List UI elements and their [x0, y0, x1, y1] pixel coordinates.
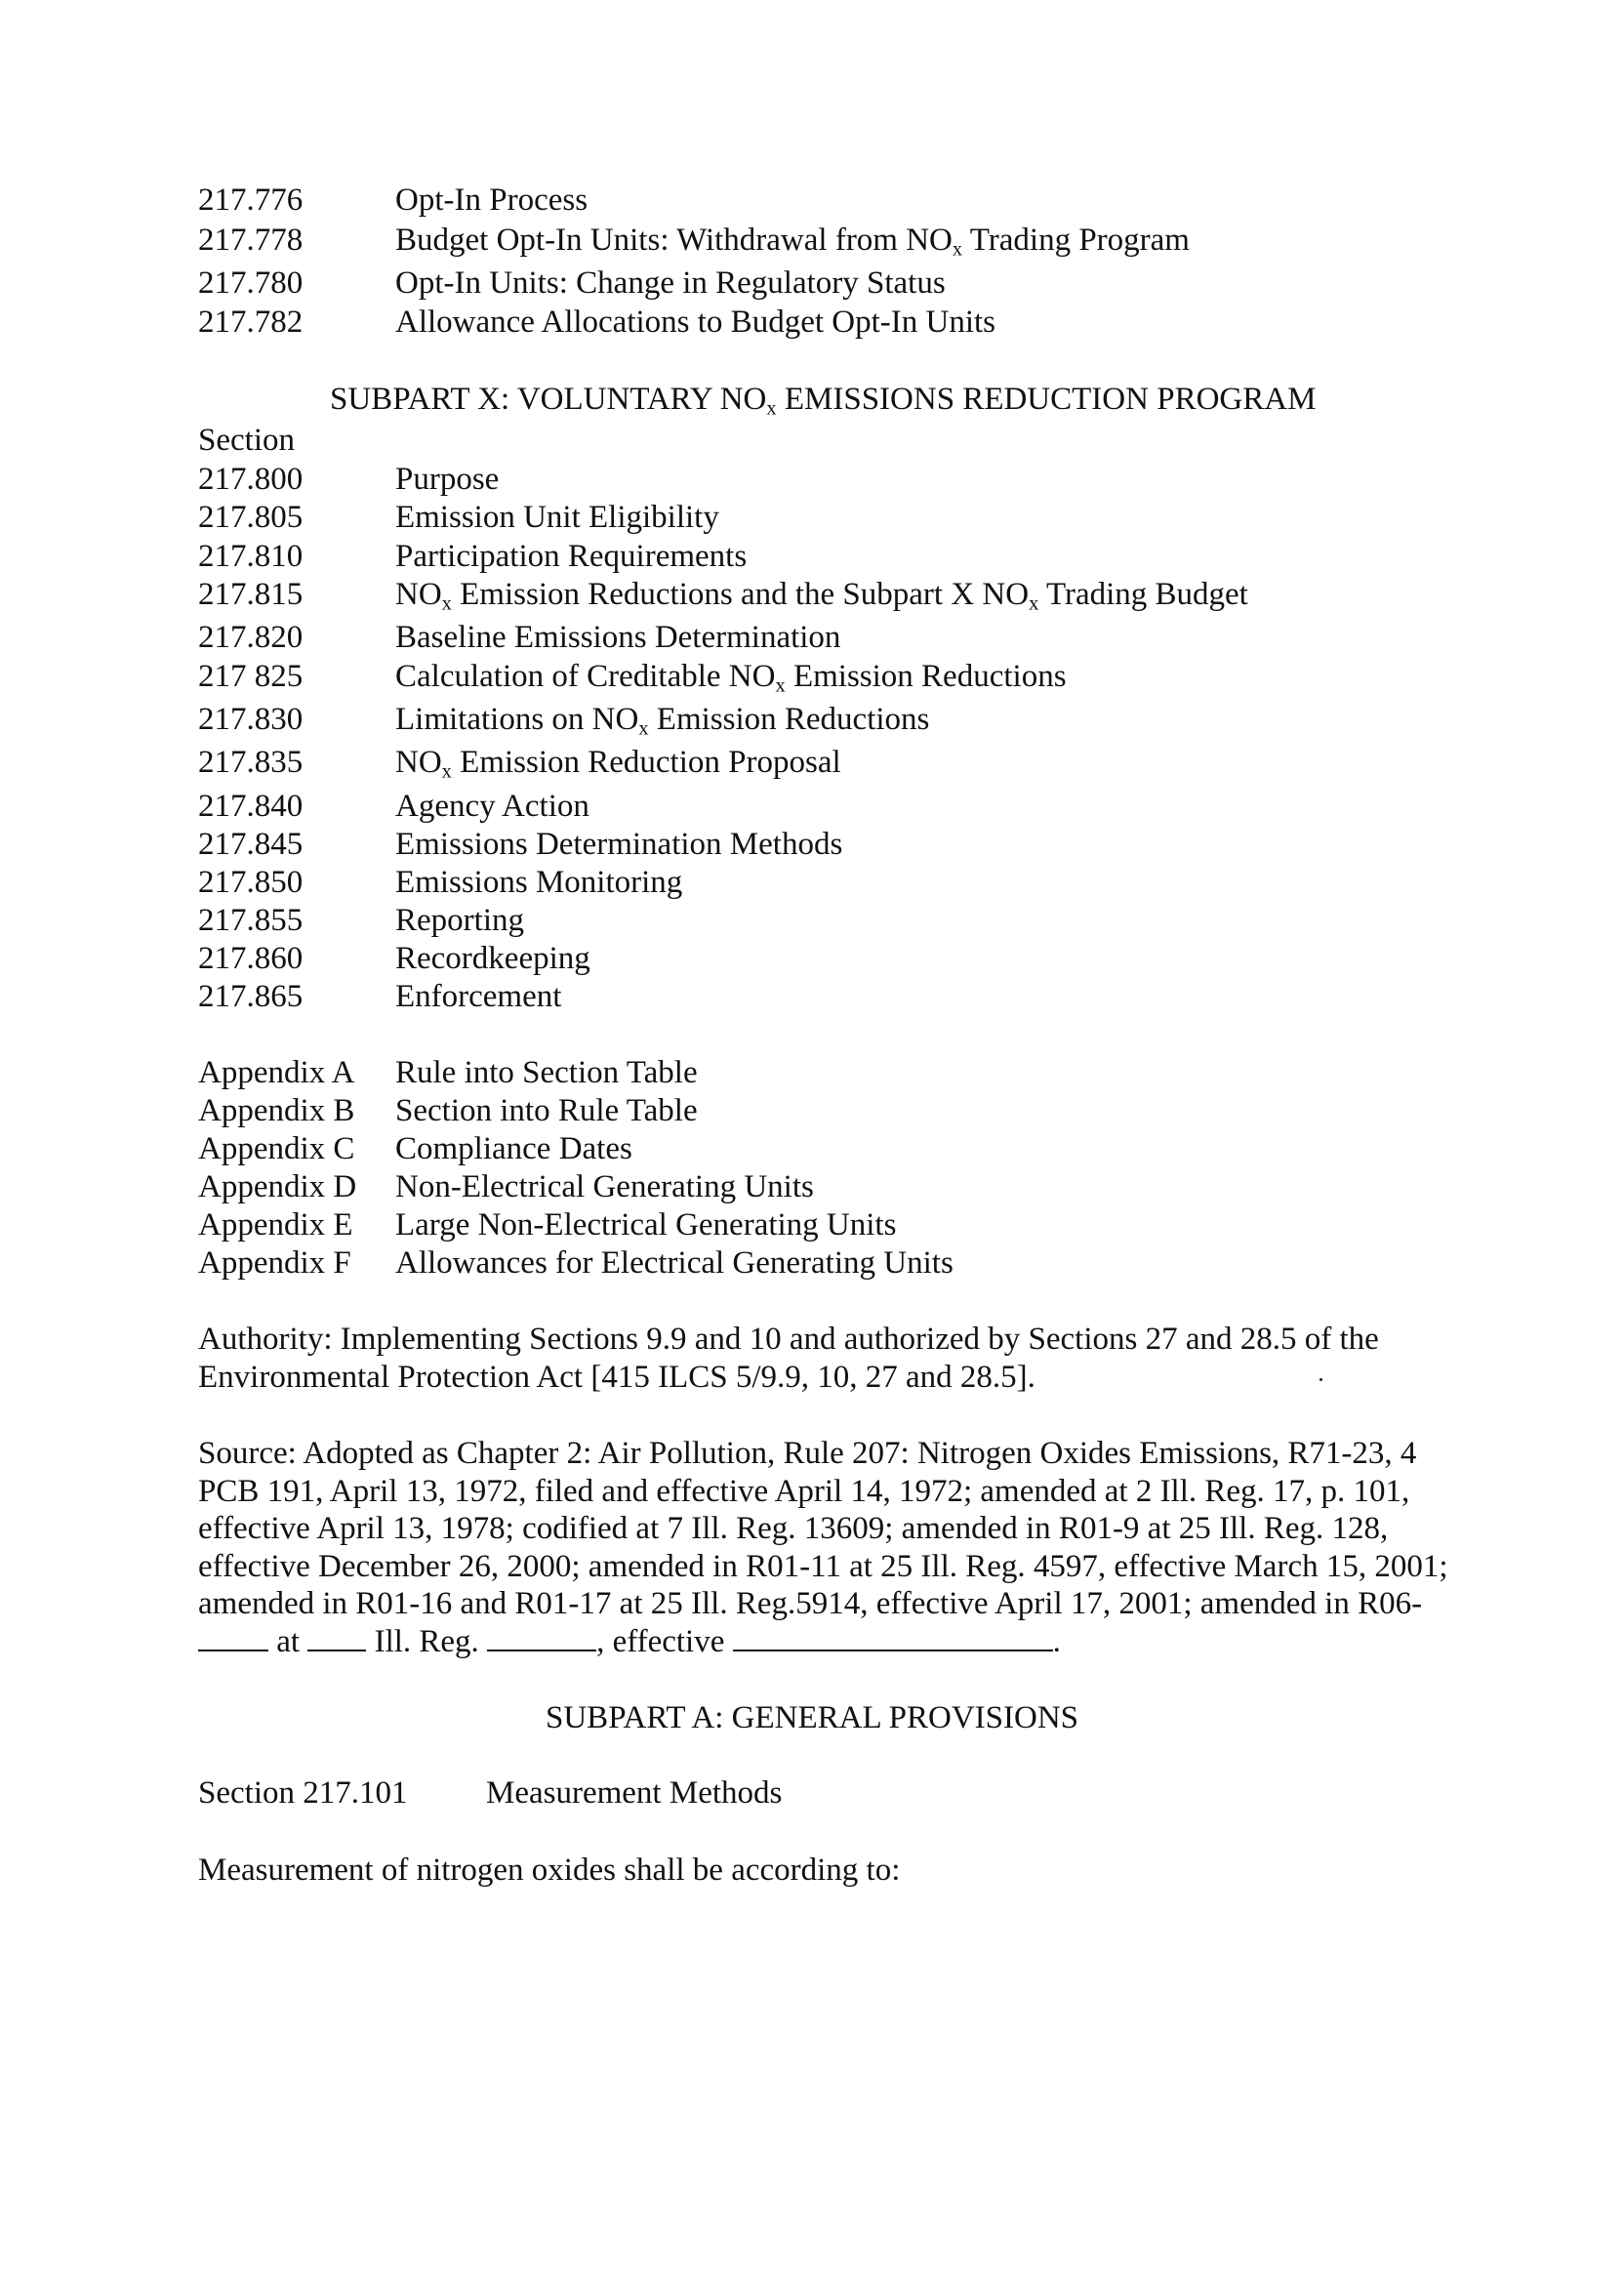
- section-title: Emissions Monitoring: [395, 865, 683, 900]
- appendix-label: Appendix C: [198, 1131, 355, 1166]
- section-number: 217.835: [198, 745, 304, 780]
- section-number: 217.860: [198, 941, 304, 976]
- section-number: 217.810: [198, 539, 304, 574]
- section-number: 217.782: [198, 305, 304, 340]
- section-title: Opt-In Units: Change in Regulatory Status: [395, 265, 946, 301]
- section-title: Limitations on $NO_x$ Emission Reductions: [395, 702, 930, 740]
- section-title: Calculation of Creditable $NO_x$ Emission Reductions: [395, 659, 1067, 697]
- section-number: 217.815: [198, 577, 304, 612]
- section-title: Recordkeeping: [395, 941, 590, 976]
- section-number: 217.805: [198, 500, 304, 535]
- section-title: $NO_x$ Emission Reduction Proposal: [395, 745, 841, 783]
- subpart-a-heading: SUBPART A: GENERAL PROVISIONS: [546, 1700, 1078, 1735]
- section-number: 217.780: [198, 265, 304, 301]
- appendix-label: Appendix A: [198, 1055, 355, 1090]
- stray-dot: [1320, 1378, 1322, 1381]
- section-title: Emissions Determination Methods: [395, 827, 843, 862]
- section-number: 217.830: [198, 702, 304, 737]
- section-number: 217.778: [198, 223, 304, 258]
- appendix-title: Non-Electrical Generating Units: [395, 1169, 814, 1204]
- section-number: 217.800: [198, 462, 304, 497]
- appendix-title: Compliance Dates: [395, 1131, 632, 1166]
- section-column-label: Section: [198, 423, 295, 458]
- appendix-label: Appendix B: [198, 1093, 355, 1128]
- blank-rulemaking-number: [198, 1624, 268, 1651]
- appendix-title: Section into Rule Table: [395, 1093, 698, 1128]
- source-blanks-line: at Ill. Reg. , effective .: [198, 1623, 1467, 1661]
- section-number: 217.865: [198, 979, 304, 1014]
- appendix-label: Appendix E: [198, 1207, 353, 1243]
- section-number: 217.776: [198, 183, 304, 218]
- section-number: 217.850: [198, 865, 304, 900]
- section-title: Allowance Allocations to Budget Opt-In Units: [395, 305, 995, 340]
- section-number: 217.845: [198, 827, 304, 862]
- blank-volume: [307, 1624, 366, 1651]
- section-title: Purpose: [395, 462, 500, 497]
- section-title: Emission Unit Eligibility: [395, 500, 719, 535]
- section-title: $NO_x$ Emission Reductions and the Subpart X $NO_x$ Trading Budget: [395, 577, 1248, 615]
- appendix-title: Rule into Section Table: [395, 1055, 698, 1090]
- section-body: Measurement of nitrogen oxides shall be according to:: [198, 1853, 901, 1888]
- source-note: Source: Adopted as Chapter 2: Air Pollution, Rule 207: Nitrogen Oxides Emissions, R71-23, 4 PCB 191, April 13, 1972, filed and effective April 14, 1972; amended at 2 Ill. Reg. 17, p. 101, effective April 13, 1978; codified at 7 Ill. Reg. 13609; amended in R01-9 at 25 Ill. Reg. 128, effective December 26, 2000; amended in R01-11 at 25 Ill. Reg. 4597, effective March 15, 2001; amended in R01-16 and R01-17 at 25 Ill. Reg.5914, effective April 17, 2001; amended in R06- at Ill. Reg. , effective .: [198, 1435, 1467, 1660]
- section-title: Measurement Methods: [486, 1775, 783, 1811]
- authority-note: Authority: Implementing Sections 9.9 and 10 and authorized by Sections 27 and 28.5 of the Environmental Protection Act [415 ILCS 5/9.9, 10, 27 and 28.5].: [198, 1322, 1379, 1395]
- appendix-title: Large Non-Electrical Generating Units: [395, 1207, 897, 1243]
- section-number: 217.855: [198, 903, 304, 938]
- blank-effective-date: [733, 1624, 1053, 1651]
- appendix-label: Appendix D: [198, 1169, 357, 1204]
- section-title: Budget Opt-In Units: Withdrawal from $NO_x$ Trading Program: [395, 223, 1190, 261]
- subpart-x-heading: SUBPART X: VOLUNTARY $NO_x$ EMISSIONS REDUCTION PROGRAM: [330, 382, 1317, 420]
- section-label: Section 217.101: [198, 1775, 408, 1811]
- section-number: 217 825: [198, 659, 304, 694]
- section-number: 217.820: [198, 620, 304, 655]
- section-title: Baseline Emissions Determination: [395, 620, 841, 655]
- appendix-title: Allowances for Electrical Generating Units: [395, 1245, 954, 1281]
- section-title: Participation Requirements: [395, 539, 748, 574]
- section-number: 217.840: [198, 789, 304, 824]
- appendix-label: Appendix F: [198, 1245, 351, 1281]
- section-title: Reporting: [395, 903, 524, 938]
- section-title: Enforcement: [395, 979, 562, 1014]
- section-title: Opt-In Process: [395, 183, 589, 218]
- blank-page: [487, 1624, 596, 1651]
- section-title: Agency Action: [395, 789, 589, 824]
